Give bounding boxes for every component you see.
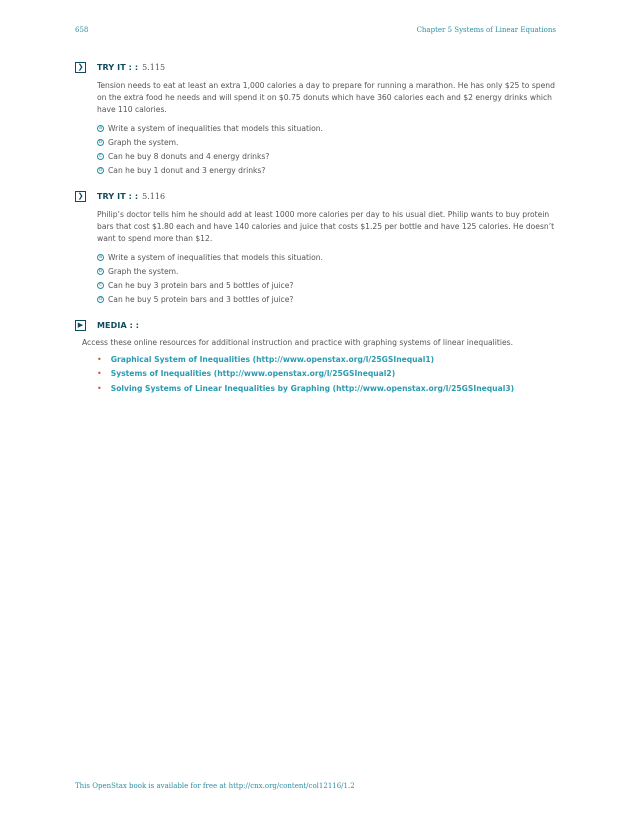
exercise-items bbox=[97, 121, 555, 177]
chapter-title: Chapter 5 Systems of Linear Equations bbox=[416, 26, 556, 34]
exercise-item-a bbox=[97, 121, 555, 135]
chevron-right-icon: ❯ bbox=[75, 62, 86, 73]
letter-b-icon: b bbox=[98, 138, 103, 145]
media-link-3[interactable]: Solving Systems of Linear Inequalities by Graphing (http://www.openstax.org/l/25GSInequal3) bbox=[110, 383, 515, 393]
letter-d-icon: d bbox=[98, 166, 103, 173]
exercise-number: 5.116 bbox=[142, 192, 166, 201]
letter-c-icon: c bbox=[97, 282, 104, 289]
play-icon: ▶ bbox=[75, 320, 86, 331]
media-link-item bbox=[97, 367, 555, 382]
exercise-item-c bbox=[97, 149, 555, 163]
letter-a-icon: a bbox=[98, 124, 103, 131]
exercise-item-c bbox=[97, 278, 555, 292]
bullet-icon: • bbox=[97, 354, 102, 364]
try-it-5-116 bbox=[75, 190, 555, 306]
try-it-label: TRY IT : : bbox=[97, 192, 139, 201]
problem-text: Tension needs to eat at least an extra 1,000 calories a day to prepare for running a marathon. He has only $25 to spend on the extra food he needs and will spend it on $0.75 donuts which have 360 calories each and $2 energy drinks which have 110 calories. bbox=[97, 81, 555, 114]
letter-a-icon: a bbox=[98, 253, 103, 260]
page-number: 658 bbox=[75, 26, 89, 34]
exercise-number: 5.115 bbox=[142, 63, 166, 72]
exercise-item-text: Can he buy 3 protein bars and 5 bottles of juice? bbox=[108, 280, 294, 290]
exercise-item-b bbox=[97, 135, 555, 149]
exercise-item-b bbox=[97, 264, 555, 278]
media-link-item bbox=[97, 381, 555, 396]
exercise-item-text: Graph the system. bbox=[108, 137, 179, 147]
try-it-label: TRY IT : : bbox=[97, 63, 139, 72]
media-section bbox=[75, 319, 555, 396]
exercise-item-text: Write a system of inequalities that models this situation. bbox=[108, 123, 323, 133]
exercise-item-text: Graph the system. bbox=[108, 266, 179, 276]
try-it-5-115 bbox=[75, 61, 555, 177]
media-link-list bbox=[97, 352, 555, 396]
page-header bbox=[75, 26, 556, 34]
letter-d-icon: d bbox=[98, 295, 103, 302]
exercise-item-text: Can he buy 5 protein bars and 3 bottles of juice? bbox=[108, 294, 294, 304]
exercise-item-d bbox=[97, 292, 555, 306]
exercise-item-text: Write a system of inequalities that models this situation. bbox=[108, 252, 323, 262]
media-label: MEDIA : : bbox=[97, 321, 140, 330]
bullet-icon: • bbox=[97, 369, 102, 379]
exercise-item-a bbox=[97, 250, 555, 264]
bullet-icon: • bbox=[97, 383, 102, 393]
media-link-1[interactable]: Graphical System of Inequalities (http://www.openstax.org/l/25GSInequal1) bbox=[110, 354, 435, 364]
exercise-items bbox=[97, 250, 555, 306]
chevron-right-icon: ❯ bbox=[75, 191, 86, 202]
exercise-item-text: Can he buy 1 donut and 3 energy drinks? bbox=[108, 165, 266, 175]
exercise-item-d bbox=[97, 163, 555, 177]
page-footer: This OpenStax book is available for free at http://cnx.org/content/col12116/1.2 bbox=[75, 782, 355, 790]
problem-text: Philip’s doctor tells him he should add at least 1000 more calories per day to his usual diet. Philip wants to buy protein bars that cost $1.80 each and have 140 calories and juice that costs $1.25 per bottle and have 125 calories. He doesn’t want to spend more than $12. bbox=[97, 210, 555, 243]
media-intro: Access these online resources for additional instruction and practice with graphing systems of linear inequalities. bbox=[82, 338, 514, 347]
letter-c-icon: c bbox=[97, 153, 104, 160]
letter-b-icon: b bbox=[98, 267, 103, 274]
media-link-item bbox=[97, 352, 555, 367]
media-link-2[interactable]: Systems of Inequalities (http://www.openstax.org/l/25GSInequal2) bbox=[110, 369, 396, 379]
exercise-item-text: Can he buy 8 donuts and 4 energy drinks? bbox=[108, 151, 270, 161]
